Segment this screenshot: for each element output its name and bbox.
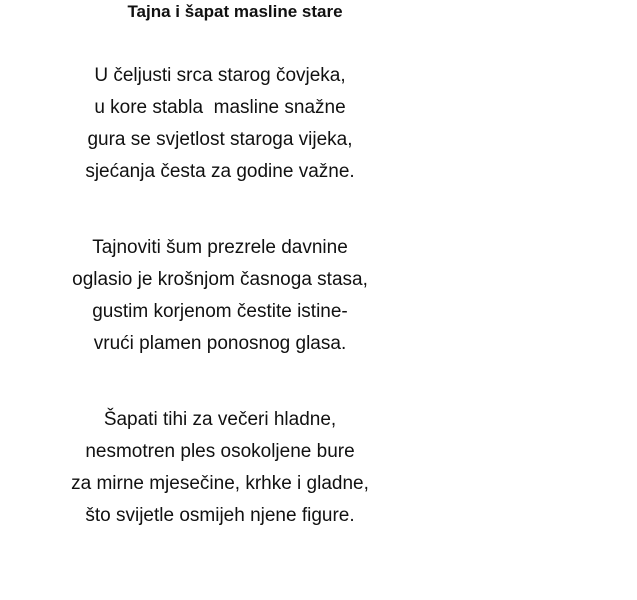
poem-body	[0, 60, 440, 576]
poem-line: što svijetle osmijeh njene figure.	[85, 505, 355, 526]
poem-line: gura se svjetlost staroga vijeka,	[87, 129, 353, 150]
poem-line: Šapati tihi za večeri hladne,	[103, 409, 337, 430]
poem-title: Tajna i šapat masline stare	[127, 2, 343, 21]
poem-line: gustim korjenom čestite istine-	[92, 301, 348, 322]
poem-line: sjećanja česta za godine važne.	[85, 161, 355, 182]
poem-line: vrući plamen ponosnog glasa.	[93, 333, 347, 354]
poem-line: za mirne mjesečine, krhke i gladne,	[71, 473, 369, 494]
poem-line: u kore stabla masline snažne	[94, 97, 346, 118]
poem-line: U čeljusti srca starog čovjeka,	[94, 65, 346, 86]
poem-line: oglasio je krošnjom časnoga stasa,	[72, 269, 368, 290]
poem-line: nesmotren ples osokoljene bure	[85, 441, 355, 462]
stanza-1	[0, 60, 440, 188]
poem-line: Tajnoviti šum prezrele davnine	[92, 237, 348, 258]
stanza-2	[0, 232, 440, 360]
stanza-3	[0, 404, 440, 532]
